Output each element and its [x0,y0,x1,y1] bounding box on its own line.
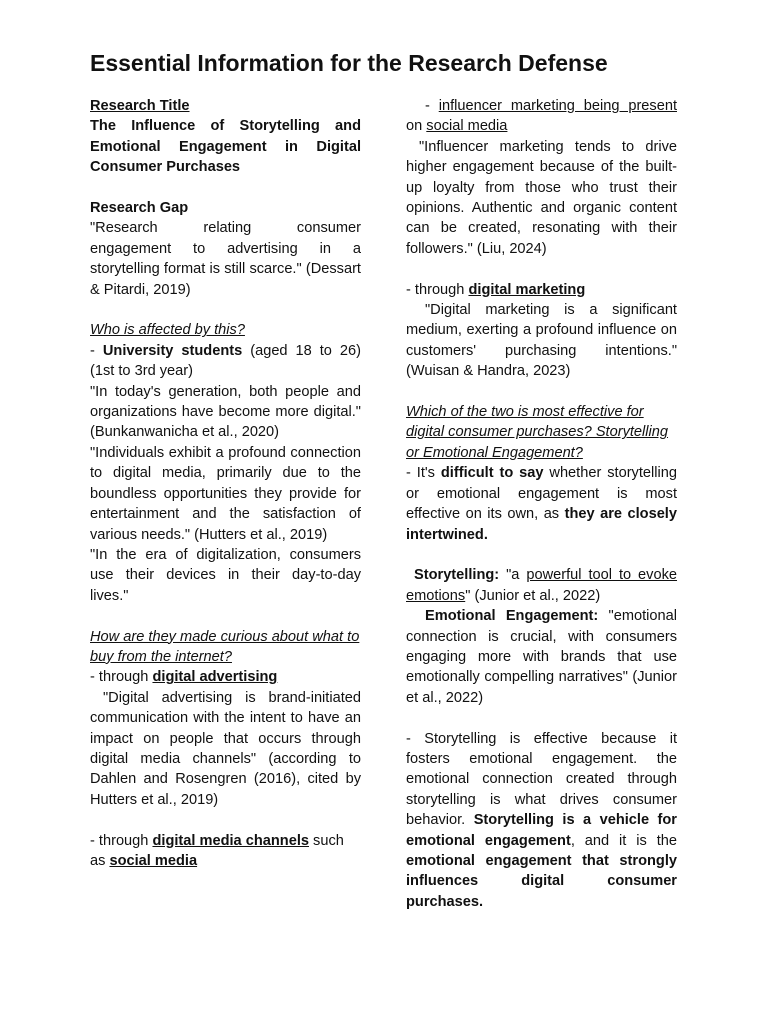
curious-question: How are they made curious about what to buy from the internet? [90,628,360,665]
through-digital-marketing: - through digital marketing [406,281,586,298]
emotional-engagement-definition: Emotional Engagement: "emotional connection is crucial, with consumers engaging more with brands that use emotionally compelling narratives" (Junior et al., 2022) [406,608,678,706]
influencer-line: - influencer marketing being present on social media [406,98,677,135]
storytelling-definition: Storytelling: "a powerful tool to evoke emotions" (Junior et al., 2022) [406,567,678,604]
research-gap-label: Research Gap [90,200,189,217]
conclusion: - Storytelling is effective because it fosters emotional engagement. the emotional connection created through storytelling is what drives consumer behavior. Storytelling is a vehicle for emotional engagement, and it is the emotional engagement that strongly influences digital consumer purchases. [406,730,678,910]
research-title-label: Research Title [90,98,190,114]
research-gap-text: "Research relating consumer engagement to advertising in a storytelling format is still scarce." (Dessart & Pitardi, 2019) [90,220,361,298]
through-digital-media-channels: - through digital media channels such as social media [90,832,344,869]
quote-digital-advertising: "Digital advertising is brand-initiated communication with the intent to have an impact on people that occurs through digital media channels" (according to Dahlen and Rosengren (2016), cited by Hutters et al., 2019) [90,689,361,808]
quote-influencer: "Influencer marketing tends to drive higher engagement because of the built-up loyalty from those who trust their opinions. Authentic and organic content can be created, resonating with their followers." (Liu, 2024) [406,138,677,257]
quote-digital-marketing: "Digital marketing is a significant medium, exerting a profound influence on customers' purchasing intentions." (Wuisan & Handra, 2023) [406,302,677,380]
students-line: - University students (aged 18 to 26) (1st to 3rd year) [90,342,362,380]
answer-line: - It's difficult to say whether storytelling or emotional engagement is most effective on its own, as they are closely intertwined. [406,465,677,543]
quote-bunkanwanicha: "In today's generation, both people and organizations have become more digital." (Bunkanwanicha et al., 2020) [90,383,361,441]
effective-question: Which of the two is most effective for digital consumer purchases? Storytelling or Emotional Engagement? [406,404,669,461]
research-title-text: The Influence of Storytelling and Emotional Engagement in Digital Consumer Purchases [90,118,361,176]
quote-digitalization: "In the era of digitalization, consumers use their devices in their day-to-day lives." [90,546,361,604]
affected-question: Who is affected by this? [90,322,245,339]
page-title: Essential Information for the Research Defense [90,50,608,76]
right-column [406,96,677,912]
left-column [90,96,361,871]
quote-hutters: "Individuals exhibit a profound connection to digital media, primarily due to the boundless opportunities they provide for entertainment and the satisfaction of various needs." (Hutters et al., 2019) [90,444,361,543]
through-digital-advertising: - through digital advertising [90,669,278,686]
